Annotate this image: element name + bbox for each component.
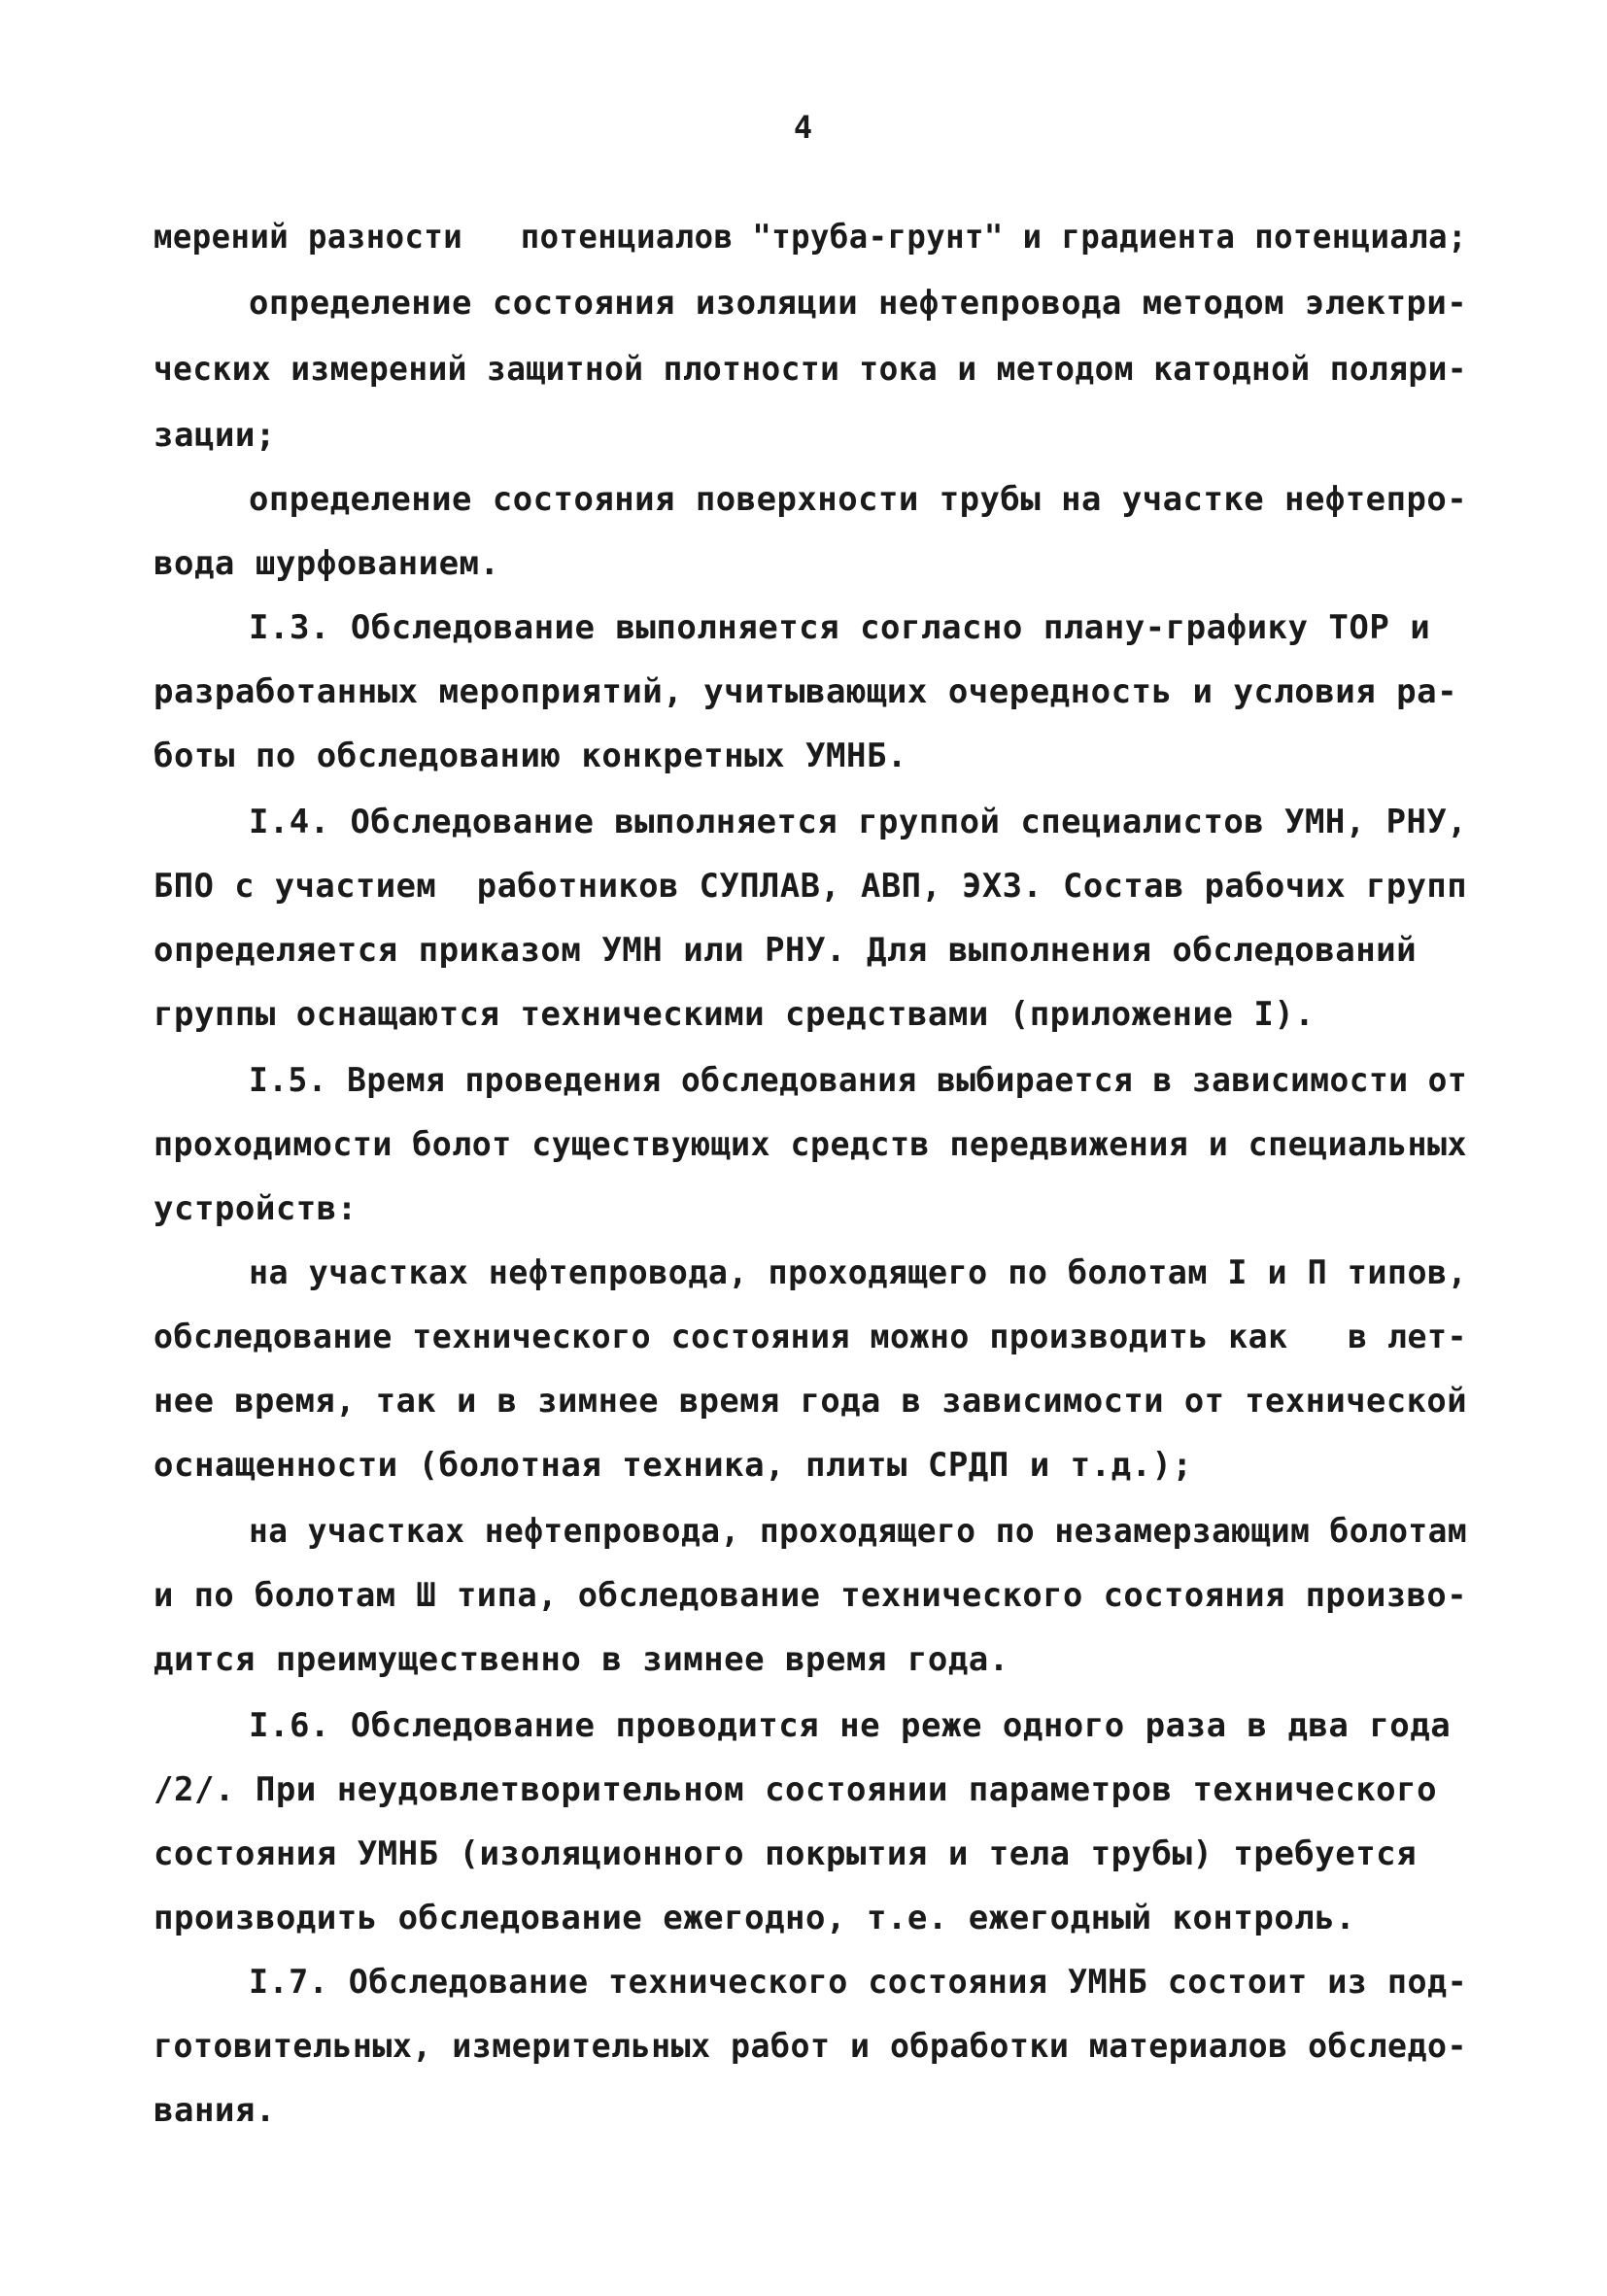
text-line: дится преимущественно в зимнее время года. [154, 1640, 1009, 1679]
text-line: состояния УМНБ (изоляционного покрытия и тела трубы) требуется [154, 1834, 1418, 1873]
text-line: определение состояния изоляции нефтепровода методом электри- [249, 284, 1468, 323]
text-line: на участках нефтепровода, проходящего по болотам I и П типов, [249, 1253, 1468, 1292]
text-line: и по болотам Ш типа, обследование технического состояния произво- [154, 1576, 1468, 1615]
text-line: /2/. При неудовлетворительном состоянии параметров технического [154, 1770, 1438, 1809]
text-line: ческих измерений защитной плотности тока и методом катодной поляри- [154, 350, 1467, 389]
text-line: БПО с участием работников СУПЛАВ, АВП, ЭХЗ. Состав рабочих групп [154, 867, 1468, 906]
text-line: разработанных мероприятий, учитывающих очередность и условия ра- [154, 672, 1458, 711]
page-number: 4 [793, 109, 814, 146]
text-line: группы оснащаются техническими средствами (приложение I). [154, 995, 1316, 1034]
text-line: I.5. Время проведения обследования выбирается в зависимости от [249, 1061, 1468, 1100]
text-line: зации; [154, 416, 276, 455]
text-line: I.3. Обследование выполняется согласно плану-графику ТОР и [249, 608, 1431, 647]
text-line: I.6. Обследование проводится не реже одного раза в два года [249, 1706, 1452, 1745]
text-line: проходимости болот существующих средств передвижения и специальных [154, 1125, 1468, 1164]
text-line: нее время, так и в зимнее время года в зависимости от технической [154, 1382, 1468, 1421]
text-line: устройств: [154, 1189, 358, 1228]
text-line: обследование технического состояния можно производить как в лет- [154, 1318, 1468, 1356]
text-line: на участках нефтепровода, проходящего по незамерзающим болотам [249, 1512, 1468, 1551]
text-line: оснащенности (болотная техника, плиты СРДП и т.д.); [154, 1446, 1193, 1485]
text-line: вода шурфованием. [154, 544, 500, 583]
text-line: определяется приказом УМН или РНУ. Для выполнения обследований [154, 931, 1418, 970]
text-line: производить обследование ежегодно, т.е. ежегодный контроль. [154, 1899, 1356, 1937]
text-line: I.4. Обследование выполняется группой специалистов УМН, РНУ, [249, 803, 1468, 841]
text-line: определение состояния поверхности трубы на участке нефтепро- [249, 480, 1468, 519]
text-line: I.7. Обследование технического состояния УМНБ состоит из под- [249, 1963, 1468, 2002]
text-line: вания. [154, 2091, 276, 2130]
text-line: мерений разности потенциалов "труба-грунт" и градиента потенциала; [154, 218, 1467, 257]
text-line: боты по обследованию конкретных УМНБ. [154, 737, 907, 775]
text-line: готовительных, измерительных работ и обработки материалов обследо- [154, 2027, 1468, 2066]
